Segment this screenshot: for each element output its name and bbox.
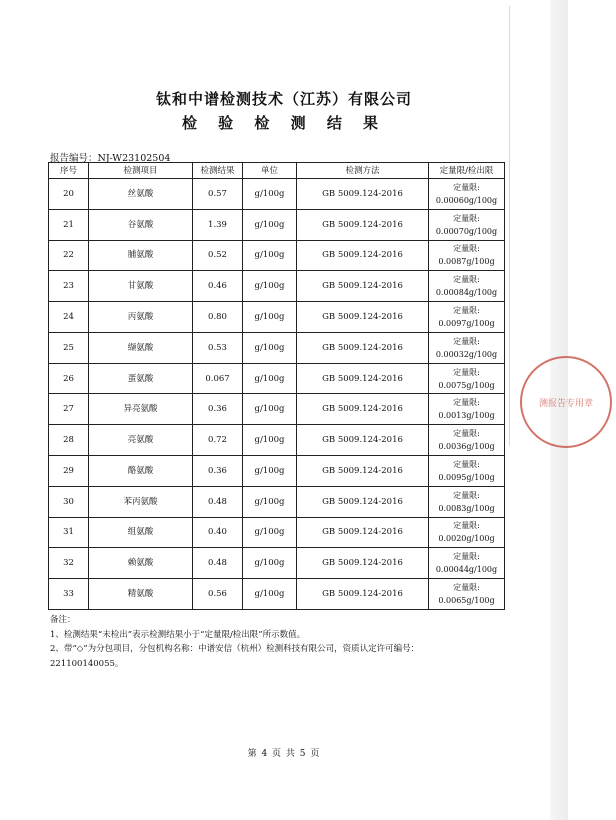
cell-result: 0.52 [193,240,243,271]
limit-label: 定量限: [453,275,480,285]
table-row [49,548,505,579]
cell-no: 20 [49,179,89,210]
limit-label: 定量限: [453,398,480,408]
cell-unit: g/100g [243,486,297,517]
cell-unit: g/100g [243,517,297,548]
cell-result: 0.46 [193,271,243,302]
table-row [49,394,505,425]
cell-result: 0.48 [193,548,243,579]
table-row [49,240,505,271]
limit-value: 0.00032g/100g [435,349,498,359]
table-row [49,517,505,548]
cell-limit [429,302,505,333]
cell-unit: g/100g [243,302,297,333]
table-row [49,271,505,302]
cell-limit [429,240,505,271]
cell-item: 赖氨酸 [89,548,193,579]
cell-no: 28 [49,425,89,456]
table-row [49,363,505,394]
cell-item: 组氨酸 [89,517,193,548]
cell-unit: g/100g [243,363,297,394]
limit-label: 定量限: [453,244,480,254]
cell-item: 酪氨酸 [89,456,193,487]
cell-method: GB 5009.124-2016 [297,302,429,333]
cell-result: 0.72 [193,425,243,456]
limit-value: 0.00044g/100g [435,565,498,575]
cell-item: 蛋氨酸 [89,363,193,394]
cell-unit: g/100g [243,394,297,425]
official-seal-stamp [516,352,616,452]
limit-value: 0.00084g/100g [435,288,498,298]
cell-method: GB 5009.124-2016 [297,394,429,425]
cell-method: GB 5009.124-2016 [297,517,429,548]
cell-no: 23 [49,271,89,302]
limit-value: 0.0020g/100g [438,534,495,544]
cell-method: GB 5009.124-2016 [297,486,429,517]
company-name: 钛和中谱检测技术（江苏）有限公司 [155,90,412,108]
table-row [49,332,505,363]
cell-result: 0.067 [193,363,243,394]
cell-result: 0.57 [193,179,243,210]
limit-value: 0.0075g/100g [438,380,495,390]
limit-label: 定量限: [453,429,480,439]
cell-no: 26 [49,363,89,394]
cell-method: GB 5009.124-2016 [297,363,429,394]
limit-value: 0.0097g/100g [438,319,495,329]
cell-method: GB 5009.124-2016 [297,271,429,302]
cell-unit: g/100g [243,179,297,210]
page-number: 第 4 页 共 5 页 [247,749,321,759]
table-row [49,486,505,517]
limit-label: 定量限: [453,213,480,223]
limit-value: 0.00070g/100g [435,226,498,236]
results-table [48,162,505,610]
cell-unit: g/100g [243,271,297,302]
cell-method: GB 5009.124-2016 [297,240,429,271]
cell-result: 0.48 [193,486,243,517]
cell-result: 1.39 [193,209,243,240]
cell-method: GB 5009.124-2016 [297,456,429,487]
table-header-row [49,163,505,179]
cell-result: 0.56 [193,579,243,610]
table-row [49,179,505,210]
cell-method: GB 5009.124-2016 [297,579,429,610]
cell-item: 精氨酸 [89,579,193,610]
limit-label: 定量限: [453,490,480,500]
table-row [49,579,505,610]
cell-no: 30 [49,486,89,517]
cell-no: 25 [49,332,89,363]
table-row [49,302,505,333]
cell-limit [429,363,505,394]
cell-item: 丙氨酸 [89,302,193,333]
cell-unit: g/100g [243,456,297,487]
limit-value: 0.0013g/100g [438,411,495,421]
cell-item: 亮氨酸 [89,425,193,456]
cell-item: 脯氨酸 [89,240,193,271]
header-method: 检测方法 [297,163,429,179]
limit-value: 0.0083g/100g [438,503,495,513]
cell-result: 0.40 [193,517,243,548]
cell-no: 33 [49,579,89,610]
header-item: 检测项目 [89,163,193,179]
limit-label: 定量限: [453,459,480,469]
header-no: 序号 [49,163,89,179]
cell-item: 苯丙氨酸 [89,486,193,517]
cell-item: 谷氨酸 [89,209,193,240]
cell-no: 22 [49,240,89,271]
cell-item: 异亮氨酸 [89,394,193,425]
header-unit: 单位 [243,163,297,179]
cell-result: 0.36 [193,456,243,487]
cell-item: 缬氨酸 [89,332,193,363]
cell-unit: g/100g [243,579,297,610]
limit-label: 定量限: [453,552,480,562]
cell-method: GB 5009.124-2016 [297,548,429,579]
cell-unit: g/100g [243,548,297,579]
report-number: 报告编号：NJ-W23102504 [50,153,171,164]
note-line-1: 1、检测结果“未检出”表示检测结果小于“定量限/检出限”所示数值。 [50,629,306,640]
limit-label: 定量限: [453,367,480,377]
cell-limit [429,486,505,517]
cell-no: 31 [49,517,89,548]
cell-result: 0.36 [193,394,243,425]
cell-limit [429,548,505,579]
limit-label: 定量限: [453,583,480,593]
limit-value: 0.0036g/100g [438,442,495,452]
cell-method: GB 5009.124-2016 [297,425,429,456]
cell-result: 0.80 [193,302,243,333]
cell-unit: g/100g [243,332,297,363]
limit-label: 定量限: [453,306,480,316]
document-title: 检 验 检 测 结 果 [181,114,387,132]
cell-method: GB 5009.124-2016 [297,332,429,363]
cell-no: 32 [49,548,89,579]
limit-label: 定量限: [453,521,480,531]
cell-no: 21 [49,209,89,240]
seal-text: 测报告专用章 [538,399,594,409]
table-row [49,209,505,240]
table-row [49,456,505,487]
cell-no: 27 [49,394,89,425]
cell-unit: g/100g [243,209,297,240]
cell-limit [429,425,505,456]
header-result: 检测结果 [193,163,243,179]
scan-line [509,6,510,446]
table-row [49,425,505,456]
cell-unit: g/100g [243,425,297,456]
cell-no: 24 [49,302,89,333]
cell-limit [429,209,505,240]
cell-item: 丝氨酸 [89,179,193,210]
header-limit: 定量限/检出限 [429,163,505,179]
cell-limit [429,394,505,425]
limit-label: 定量限: [453,182,480,192]
note-line-2: 2、带“◇”为分包项目，分包机构名称：中谱安信（杭州）检测科技有限公司，资质认定许可编号： [50,644,420,654]
notes-heading: 备注： [50,615,76,625]
cell-no: 29 [49,456,89,487]
cell-unit: g/100g [243,240,297,271]
cell-item: 甘氨酸 [89,271,193,302]
cell-limit [429,579,505,610]
cell-limit [429,332,505,363]
limit-label: 定量限: [453,336,480,346]
limit-value: 0.0065g/100g [438,596,495,606]
notes [50,613,510,671]
cell-limit [429,456,505,487]
cell-limit [429,271,505,302]
cell-result: 0.53 [193,332,243,363]
cell-limit [429,517,505,548]
note-line-3: 221100140055。 [50,658,124,669]
cell-method: GB 5009.124-2016 [297,209,429,240]
limit-value: 0.0087g/100g [438,257,495,267]
table-body [49,179,505,610]
cell-method: GB 5009.124-2016 [297,179,429,210]
limit-value: 0.00060g/100g [435,195,498,205]
limit-value: 0.0095g/100g [438,472,495,482]
cell-limit [429,179,505,210]
